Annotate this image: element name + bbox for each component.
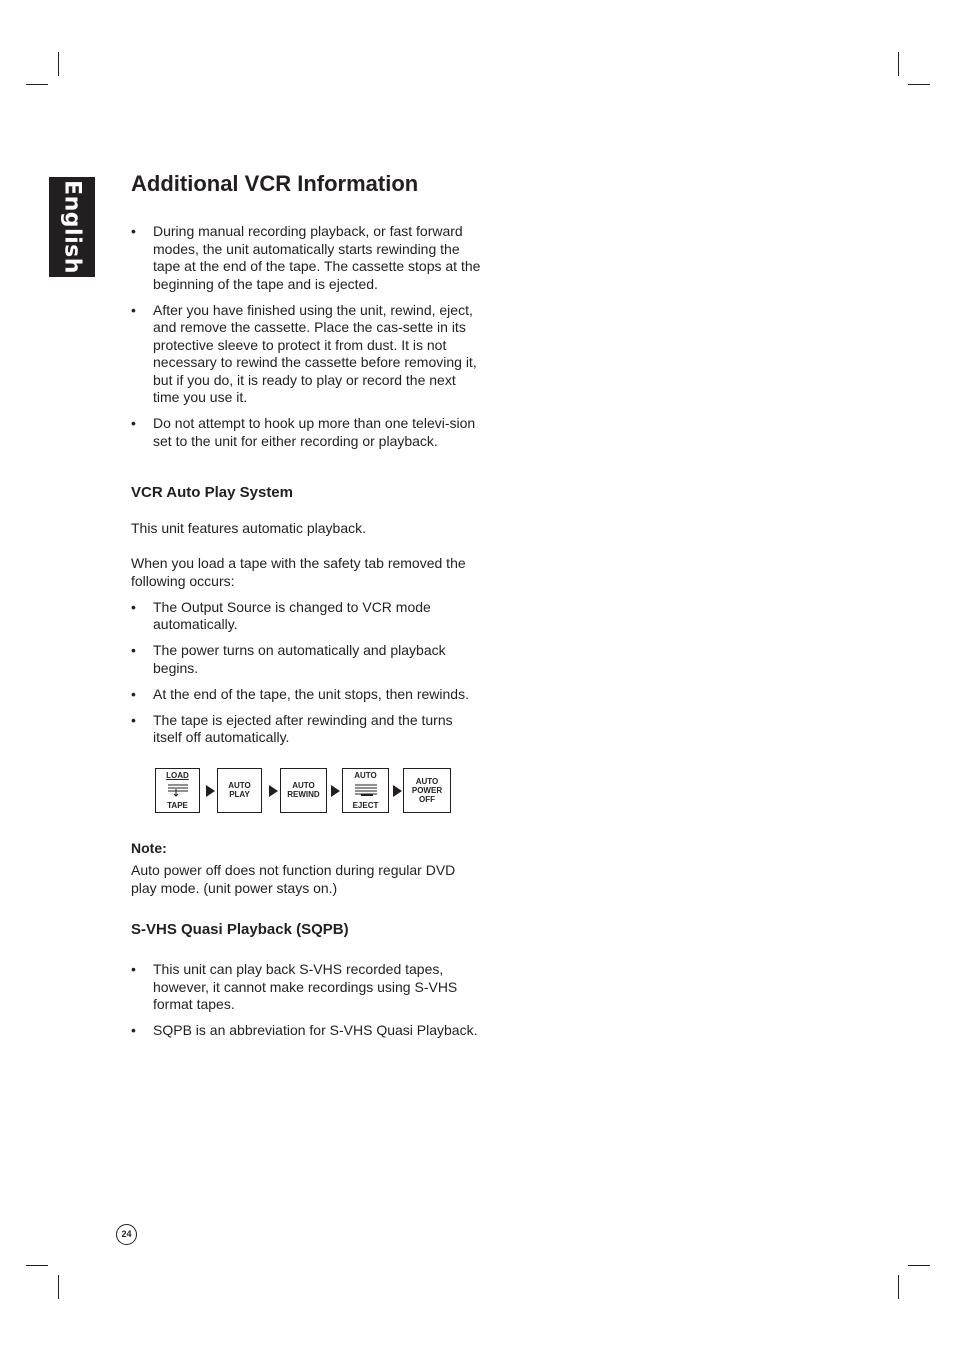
flow-step-auto-power-off: AUTO POWER OFF [403,768,451,813]
list-item: • During manual recording playback, or fast forward modes, the unit automatically starts rewinding the tape at the end of the tape. The cassette stops at the beginning of the tape and is ejected. [131,223,481,292]
note-label: Note: [131,839,167,856]
list-item: • SQPB is an abbreviation for S-VHS Quasi Playback. [131,1022,478,1038]
sqpb-bullet-list [131,961,481,1040]
note-text: Auto power off does not function during regular DVD play mode. (unit power stays on.) [131,862,456,896]
list-item: • Do not attempt to hook up more than one televi-sion set to the unit for either recording or playback. [131,415,476,449]
flow-arrow-icon [206,785,215,797]
crop-mark [58,52,59,76]
auto-play-condition: When you load a tape with the safety tab removed the following occurs: [131,555,466,589]
flow-step-auto-eject: AUTO EJECT [342,768,389,813]
auto-play-intro: This unit features automatic playback. [131,520,367,536]
list-item: • The Output Source is changed to VCR mode automatically. [131,598,431,632]
crop-mark [26,1265,48,1266]
tape-insert-icon [166,783,190,797]
language-tab-label: English [59,180,85,274]
list-item: • This unit can play back S-VHS recorded tapes, however, it cannot make recordings using S-VHS format tapes. [131,961,458,1012]
list-item: • After you have finished using the unit, rewind, eject, and remove the cassette. Place the cas-sette in its protective sleeve to protect it from dust. It is not necessary to rewind the cassette before removing it, but if you do, it is ready to play or record the next time you use it. [131,301,477,405]
flow-arrow-icon [331,785,340,797]
list-item: • The power turns on automatically and playback begins. [131,642,446,676]
crop-mark [58,1275,59,1299]
flow-step-load-tape: LOAD TAPE [155,768,200,813]
sqpb-heading: S-VHS Quasi Playback (SQPB) [131,921,349,938]
crop-mark [908,1265,930,1266]
language-tab [49,177,95,277]
page-number: 24 [116,1224,137,1245]
crop-mark [898,52,899,76]
crop-mark [26,84,48,85]
page-content [131,168,481,1048]
flow-step-auto-rewind: AUTO REWIND [280,768,327,813]
auto-play-bullet-list [131,599,481,747]
list-item: • The tape is ejected after rewinding and the turns itself off automatically. [131,711,453,745]
crop-mark [898,1275,899,1299]
flow-arrow-icon [269,785,278,797]
page-title: Additional VCR Information [131,171,419,196]
crop-mark [908,84,930,85]
flow-step-auto-play: AUTO PLAY [217,768,262,813]
auto-play-flow-diagram [155,768,455,816]
intro-bullet-list [131,223,481,450]
tape-eject-icon [353,783,379,797]
flow-arrow-icon [393,785,402,797]
auto-play-heading: VCR Auto Play System [131,484,293,501]
list-item: • At the end of the tape, the unit stops, then rewinds. [131,685,469,702]
